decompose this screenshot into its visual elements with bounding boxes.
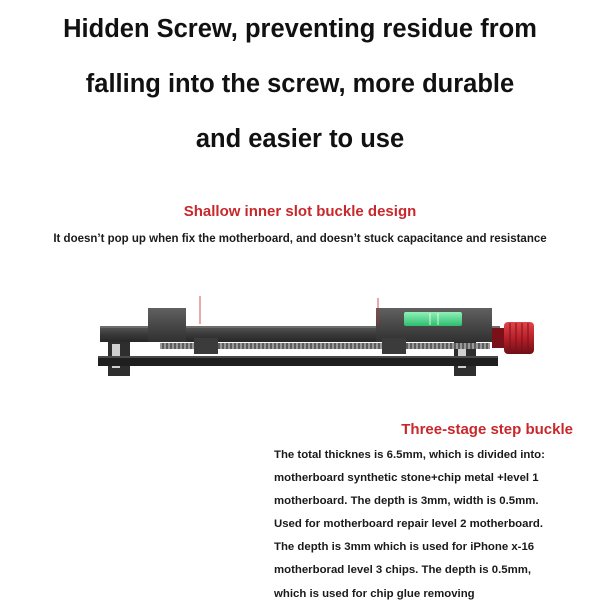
headline xyxy=(0,2,600,167)
headline-line-1: Hidden Screw, preventing residue from xyxy=(63,15,537,43)
section-title-slot-buckle: Shallow inner slot buckle design xyxy=(183,203,417,220)
description-line: The total thicknes is 6.5mm, which is divided into: xyxy=(274,449,545,461)
description-line: Used for motherboard repair level 2 motherboard. xyxy=(274,518,544,531)
description-line: motherborad level 3 chips. The depth is 0.5mm, xyxy=(274,564,531,577)
description-line: motherboard. The depth is 3mm, width is 0.5mm. xyxy=(274,495,539,508)
pcb-holder-fixture-icon xyxy=(90,288,550,388)
level-indicator xyxy=(404,312,462,326)
section-title-step-buckle: Three-stage step buckle xyxy=(401,421,573,438)
left-clamp-block xyxy=(148,308,186,342)
headline-line-3: and easier to use xyxy=(195,125,405,153)
description-line: motherboard synthetic stone+chip metal +level 1 xyxy=(274,472,539,485)
step-buckle-description xyxy=(274,444,594,606)
headline-line-2: falling into the screw, more durable xyxy=(85,70,515,98)
section-description-slot-buckle: It doesn’t pop up when fix the motherboard, and doesn’t stuck capacitance and resistance xyxy=(53,233,547,245)
description-line: which is used for chip glue removing xyxy=(274,587,475,600)
description-line: The depth is 3mm which is used for iPhone x-16 xyxy=(274,541,535,554)
